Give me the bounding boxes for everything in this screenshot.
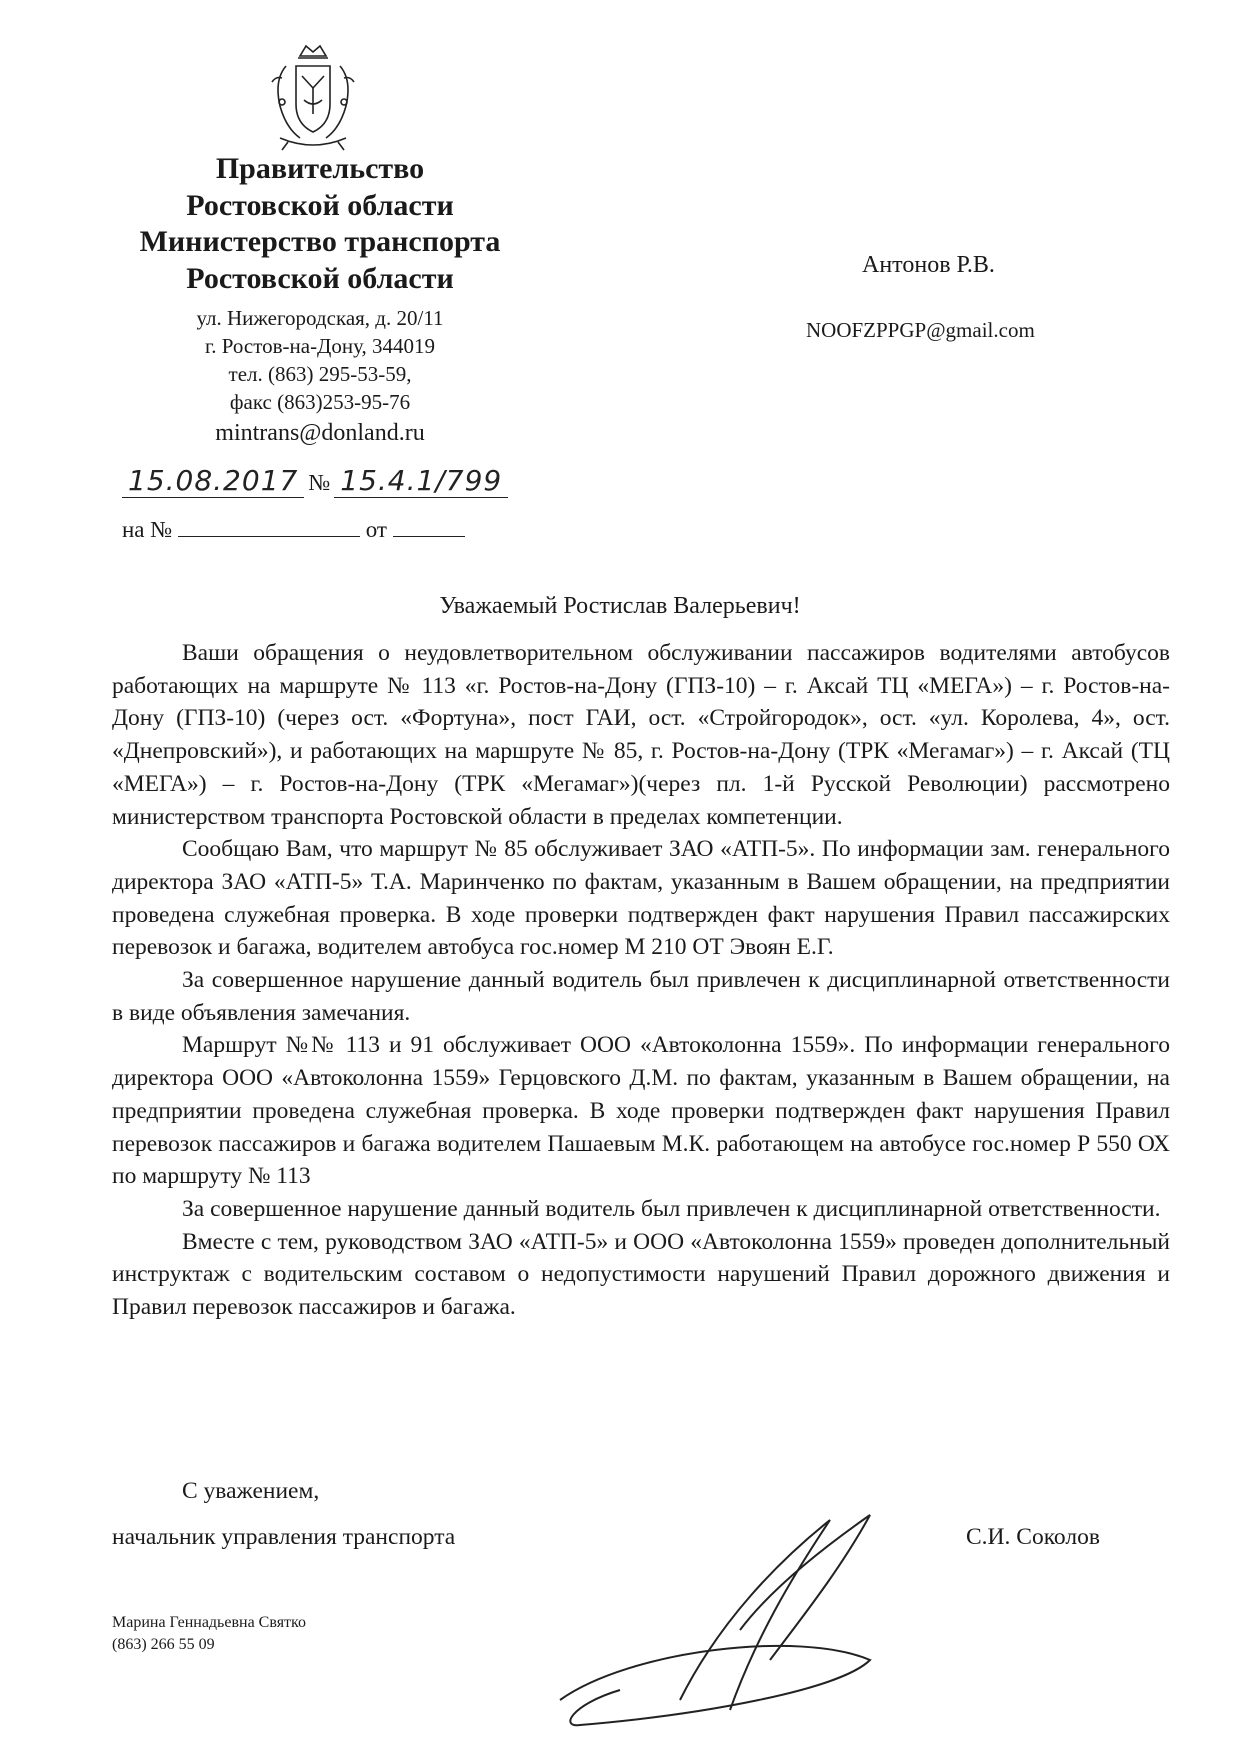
reference-blank — [178, 514, 360, 537]
paragraph-1: Ваши обращения о неудовлетворительном обслуживании пассажиров водителями автобусов работающих на маршруте № 113 «г. Ростов-на-Дону (ГПЗ-10) – г. Аксай ТЦ «МЕГА») – г. Ростов-на-Дону (ГПЗ-10) (через ост. «Фортуна», пост ГАИ, ост. «Стройгородок», ост. «ул. Королева, 4», ост. «Днепровский»), и работающих на маршруте № 85, г. Ростов-на-Дону (ТРК «Мегамаг») – г. Аксай (ТЦ «МЕГА») – г. Ростов-на-Дону (ТРК «Мегамаг»)(через пл. 1-й Русской Революции) рассмотрено министерством транспорта Ростовской области в пределах компетенции. — [112, 640, 1170, 830]
from-blank — [393, 514, 465, 537]
recipient-email: NOOFZPPGP@gmail.com — [806, 318, 1035, 342]
sender-fax: факс (863)253-95-76 — [229, 390, 411, 414]
executor-phone: (863) 266 55 09 — [112, 1636, 215, 1653]
closing-phrase: С уважением, — [182, 1478, 320, 1504]
sender-org-line-4: Ростовской области — [186, 262, 454, 295]
signatory-name: С.И. Соколов — [966, 1524, 1100, 1550]
paragraph-5: За совершенное нарушение данный водитель был привлечен к дисциплинарной ответственности. — [182, 1195, 1161, 1222]
reference-label: на № — [122, 517, 173, 542]
coat-of-arms-emblem — [258, 42, 368, 154]
sender-email: mintrans@donland.ru — [215, 420, 425, 446]
paragraph-2: Сообщаю Вам, что маршрут № 85 обслуживает ЗАО «АТП-5». По информации зам. генерального директора ЗАО «АТП-5» Т.А. Маринченко по фактам, указанным в Вашем обращении, на предприятии проведена служебная проверка. В ходе проверки подтвержден факт нарушения Правил пассажирских перевозок и багажа, водителем автобуса гос.номер М 210 ОТ Эвоян Е.Г. — [112, 836, 1170, 961]
letter-body — [112, 637, 1170, 1324]
handwritten-number: 15.4.1/799 — [334, 464, 508, 498]
handwritten-signature — [540, 1500, 900, 1750]
sender-address-city: г. Ростов-на-Дону, 344019 — [204, 334, 436, 358]
from-label: от — [365, 517, 387, 542]
paragraph-3: За совершенное нарушение данный водитель был привлечен к дисциплинарной ответственности в виде объявления замечания. — [112, 967, 1170, 1026]
sender-org-line-2: Ростовской области — [186, 189, 454, 222]
sender-address-street: ул. Нижегородская, д. 20/11 — [196, 306, 444, 330]
sender-phone: тел. (863) 295-53-59, — [228, 362, 412, 386]
executor-name: Марина Геннадьевна Святко — [112, 1614, 306, 1631]
sender-org-line-1: Правительство — [215, 152, 425, 185]
reference-line — [122, 514, 465, 543]
paragraph-4: Маршрут №№ 113 и 91 обслуживает ООО «Автоколонна 1559». По информации генерального директора ООО «Автоколонна 1559» Герцовского Д.М. по фактам, указанным в Вашем обращении, на предприятии проведена служебная проверка. В ходе проверки подтвержден факт нарушения Правил перевозок пассажиров и багажа водителем Пашаевым М.К. работающем на автобусе гос.номер Р 550 ОХ по маршруту № 113 — [112, 1032, 1170, 1190]
sender-org-line-3: Министерство транспорта — [139, 225, 501, 258]
recipient-name: Антонов Р.В. — [862, 252, 995, 278]
handwritten-date: 15.08.2017 — [122, 464, 304, 498]
registration-line — [122, 464, 562, 498]
number-sign: № — [308, 470, 331, 495]
paragraph-6: Вместе с тем, руководством ЗАО «АТП-5» и ООО «Автоколонна 1559» проведен дополнительный инструктаж с водительским составом о недопустимости нарушений Правил дорожного движения и Правил перевозок пассажиров и багажа. — [112, 1228, 1170, 1321]
signatory-position: начальник управления транспорта — [112, 1524, 456, 1550]
salutation: Уважаемый Ростислав Валерьевич! — [439, 593, 801, 619]
